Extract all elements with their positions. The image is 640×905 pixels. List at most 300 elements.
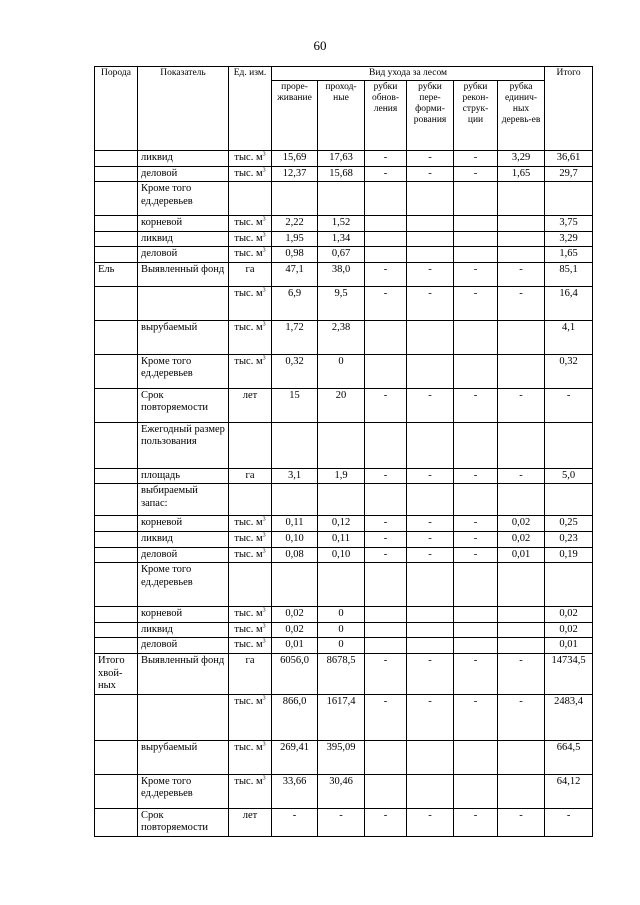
unit-superscript: 3 bbox=[262, 151, 266, 158]
cell-value: 12,37 bbox=[272, 166, 318, 182]
cell-value: - bbox=[498, 654, 545, 695]
cell-indicator: Кроме того ед.деревьев bbox=[138, 354, 229, 388]
cell-indicator: вырубаемый bbox=[138, 320, 229, 354]
cell-indicator: ликвид bbox=[138, 622, 229, 638]
cell-value bbox=[454, 740, 498, 774]
cell-unit bbox=[229, 166, 272, 182]
cell-value bbox=[454, 422, 498, 468]
cell-value: - bbox=[365, 516, 407, 532]
cell-value: - bbox=[318, 808, 365, 836]
table-row bbox=[95, 262, 593, 286]
cell-value bbox=[407, 563, 454, 607]
cell-unit bbox=[229, 563, 272, 607]
unit-text: тыс. м bbox=[234, 167, 263, 179]
cell-value bbox=[498, 638, 545, 654]
cell-value: 15 bbox=[272, 388, 318, 422]
cell-value: - bbox=[407, 166, 454, 182]
unit-text: тыс. м bbox=[234, 775, 263, 787]
cell-value: 0,02 bbox=[498, 532, 545, 548]
cell-value: 0 bbox=[318, 638, 365, 654]
cell-indicator: Срок повторяемости bbox=[138, 808, 229, 836]
header-col-reconstruction: рубки рекон-струк-ции bbox=[454, 80, 498, 150]
cell-value: 0,10 bbox=[272, 532, 318, 548]
cell-value: 2,38 bbox=[318, 320, 365, 354]
cell-value bbox=[365, 638, 407, 654]
cell-value: - bbox=[365, 694, 407, 740]
cell-value bbox=[454, 774, 498, 808]
cell-value bbox=[498, 320, 545, 354]
unit-text: тыс. м bbox=[234, 287, 263, 299]
cell-value: 14734,5 bbox=[545, 654, 593, 695]
table-row bbox=[95, 607, 593, 623]
cell-indicator: корневой bbox=[138, 607, 229, 623]
cell-value bbox=[498, 622, 545, 638]
unit-text: тыс. м bbox=[234, 355, 263, 367]
cell-breed bbox=[95, 247, 138, 263]
cell-value: - bbox=[454, 808, 498, 836]
unit-superscript: 3 bbox=[262, 623, 266, 630]
cell-value: - bbox=[365, 532, 407, 548]
unit-superscript: 3 bbox=[262, 548, 266, 555]
cell-breed: Итого хвой-ных bbox=[95, 654, 138, 695]
cell-unit bbox=[229, 484, 272, 516]
unit-text: тыс. м bbox=[234, 217, 263, 229]
cell-value: 15,69 bbox=[272, 150, 318, 166]
cell-value: 9,5 bbox=[318, 286, 365, 320]
cell-value: 0,02 bbox=[498, 516, 545, 532]
cell-value: - bbox=[498, 468, 545, 484]
unit-superscript: 3 bbox=[262, 321, 266, 328]
cell-value: 0,02 bbox=[545, 622, 593, 638]
cell-value: 1,72 bbox=[272, 320, 318, 354]
cell-value: - bbox=[407, 547, 454, 563]
cell-value: 1,34 bbox=[318, 231, 365, 247]
cell-value: - bbox=[498, 808, 545, 836]
cell-unit bbox=[229, 638, 272, 654]
cell-value bbox=[407, 638, 454, 654]
cell-value bbox=[498, 422, 545, 468]
table-row bbox=[95, 166, 593, 182]
unit-text: тыс. м bbox=[234, 151, 263, 163]
cell-value bbox=[318, 484, 365, 516]
cell-value: 0,12 bbox=[318, 516, 365, 532]
cell-value: 395,09 bbox=[318, 740, 365, 774]
cell-value bbox=[407, 422, 454, 468]
cell-value bbox=[454, 607, 498, 623]
cell-value: 16,4 bbox=[545, 286, 593, 320]
cell-value: - bbox=[498, 388, 545, 422]
cell-value: 0,02 bbox=[272, 607, 318, 623]
header-col-single-trees: рубка единич-ных деревь-ев bbox=[498, 80, 545, 150]
unit-text: тыс. м bbox=[234, 533, 263, 545]
cell-breed bbox=[95, 286, 138, 320]
cell-value: 0,02 bbox=[545, 607, 593, 623]
unit-superscript: 3 bbox=[262, 516, 266, 523]
table-row bbox=[95, 216, 593, 232]
header-care-type: Вид ухода за лесом bbox=[272, 67, 545, 81]
cell-value bbox=[318, 182, 365, 216]
table-row bbox=[95, 622, 593, 638]
cell-value bbox=[272, 182, 318, 216]
header-col-renewal: рубки обнов-ления bbox=[365, 80, 407, 150]
unit-superscript: 3 bbox=[262, 695, 266, 702]
cell-value: - bbox=[498, 262, 545, 286]
cell-value bbox=[365, 320, 407, 354]
table-row bbox=[95, 694, 593, 740]
cell-value bbox=[407, 484, 454, 516]
unit-text: тыс. м bbox=[234, 639, 263, 651]
cell-indicator: Ежегодный размер пользования bbox=[138, 422, 229, 468]
cell-value bbox=[365, 247, 407, 263]
cell-value: 0,02 bbox=[272, 622, 318, 638]
table-row bbox=[95, 182, 593, 216]
cell-breed bbox=[95, 516, 138, 532]
cell-unit bbox=[229, 247, 272, 263]
cell-value bbox=[498, 216, 545, 232]
cell-indicator bbox=[138, 286, 229, 320]
cell-value: - bbox=[407, 150, 454, 166]
forest-care-table bbox=[94, 66, 593, 837]
cell-breed bbox=[95, 216, 138, 232]
cell-value: 33,66 bbox=[272, 774, 318, 808]
cell-value: 3,75 bbox=[545, 216, 593, 232]
cell-value: - bbox=[365, 286, 407, 320]
cell-value bbox=[498, 247, 545, 263]
cell-value bbox=[498, 563, 545, 607]
cell-unit bbox=[229, 354, 272, 388]
cell-value bbox=[454, 622, 498, 638]
table-row bbox=[95, 150, 593, 166]
cell-unit bbox=[229, 150, 272, 166]
cell-value bbox=[454, 231, 498, 247]
cell-value: - bbox=[407, 808, 454, 836]
cell-indicator: Кроме того ед.деревьев bbox=[138, 563, 229, 607]
cell-value: 0,11 bbox=[272, 516, 318, 532]
cell-value: 1617,4 bbox=[318, 694, 365, 740]
cell-value: 29,7 bbox=[545, 166, 593, 182]
cell-value bbox=[272, 422, 318, 468]
cell-value bbox=[454, 563, 498, 607]
header-indicator: Показатель bbox=[138, 67, 229, 151]
cell-value bbox=[545, 484, 593, 516]
cell-value: 15,68 bbox=[318, 166, 365, 182]
cell-value bbox=[272, 484, 318, 516]
cell-value: 30,46 bbox=[318, 774, 365, 808]
cell-value: 0,01 bbox=[272, 638, 318, 654]
cell-breed bbox=[95, 320, 138, 354]
unit-superscript: 3 bbox=[262, 607, 266, 614]
cell-value: - bbox=[454, 468, 498, 484]
cell-value bbox=[365, 422, 407, 468]
cell-value bbox=[407, 231, 454, 247]
cell-breed bbox=[95, 638, 138, 654]
cell-value bbox=[454, 638, 498, 654]
unit-text: тыс. м bbox=[234, 232, 263, 244]
table-row bbox=[95, 468, 593, 484]
cell-value: - bbox=[454, 286, 498, 320]
cell-unit bbox=[229, 516, 272, 532]
cell-value: - bbox=[454, 388, 498, 422]
cell-value: 0 bbox=[318, 607, 365, 623]
cell-value: - bbox=[454, 532, 498, 548]
unit-superscript: 3 bbox=[262, 532, 266, 539]
cell-value: - bbox=[407, 388, 454, 422]
unit-text: тыс. м bbox=[234, 517, 263, 529]
cell-value: 0,11 bbox=[318, 532, 365, 548]
cell-value: 1,95 bbox=[272, 231, 318, 247]
cell-value: - bbox=[365, 654, 407, 695]
cell-value: 8678,5 bbox=[318, 654, 365, 695]
page-number: 60 bbox=[313, 38, 327, 53]
cell-value bbox=[545, 422, 593, 468]
cell-unit bbox=[229, 607, 272, 623]
cell-value: 6,9 bbox=[272, 286, 318, 320]
cell-value bbox=[407, 216, 454, 232]
cell-value: 0,01 bbox=[545, 638, 593, 654]
cell-breed bbox=[95, 547, 138, 563]
table-row bbox=[95, 286, 593, 320]
cell-value bbox=[498, 740, 545, 774]
cell-unit bbox=[229, 774, 272, 808]
cell-value bbox=[407, 774, 454, 808]
header-col-passing: проход-ные bbox=[318, 80, 365, 150]
cell-value: 17,63 bbox=[318, 150, 365, 166]
cell-value: 0,25 bbox=[545, 516, 593, 532]
cell-value: 36,61 bbox=[545, 150, 593, 166]
cell-value bbox=[365, 774, 407, 808]
cell-indicator: корневой bbox=[138, 516, 229, 532]
cell-value: - bbox=[407, 286, 454, 320]
header-col-thinning: проре-живание bbox=[272, 80, 318, 150]
header-total: Итого bbox=[545, 67, 593, 151]
unit-superscript: 3 bbox=[262, 741, 266, 748]
table-row bbox=[95, 654, 593, 695]
table-row bbox=[95, 422, 593, 468]
cell-value: - bbox=[365, 808, 407, 836]
cell-value bbox=[318, 563, 365, 607]
unit-text: тыс. м bbox=[234, 608, 263, 620]
cell-indicator: ликвид bbox=[138, 231, 229, 247]
cell-value: - bbox=[545, 388, 593, 422]
header-unit: Ед. изм. bbox=[229, 67, 272, 151]
cell-value bbox=[407, 182, 454, 216]
cell-value bbox=[407, 607, 454, 623]
unit-text: тыс. м bbox=[234, 623, 263, 635]
cell-value bbox=[365, 216, 407, 232]
cell-value bbox=[498, 354, 545, 388]
cell-value: 1,52 bbox=[318, 216, 365, 232]
cell-breed bbox=[95, 388, 138, 422]
cell-unit bbox=[229, 694, 272, 740]
cell-value bbox=[365, 607, 407, 623]
cell-value: 0 bbox=[318, 622, 365, 638]
cell-value bbox=[454, 320, 498, 354]
cell-value: - bbox=[365, 150, 407, 166]
cell-value bbox=[365, 622, 407, 638]
cell-value bbox=[545, 563, 593, 607]
cell-value: - bbox=[545, 808, 593, 836]
cell-value bbox=[498, 774, 545, 808]
cell-value: 0,32 bbox=[545, 354, 593, 388]
cell-unit: лет bbox=[229, 388, 272, 422]
table-row bbox=[95, 231, 593, 247]
cell-value: - bbox=[454, 654, 498, 695]
cell-indicator: Выявленный фонд bbox=[138, 654, 229, 695]
cell-value: - bbox=[365, 262, 407, 286]
cell-breed bbox=[95, 182, 138, 216]
cell-indicator: корневой bbox=[138, 216, 229, 232]
cell-breed bbox=[95, 694, 138, 740]
cell-unit: га bbox=[229, 654, 272, 695]
cell-indicator: деловой bbox=[138, 638, 229, 654]
cell-value: 3,1 bbox=[272, 468, 318, 484]
unit-text: тыс. м bbox=[234, 741, 263, 753]
cell-value: - bbox=[454, 166, 498, 182]
unit-superscript: 3 bbox=[262, 638, 266, 645]
cell-value: - bbox=[407, 654, 454, 695]
cell-value: 1,9 bbox=[318, 468, 365, 484]
unit-superscript: 3 bbox=[262, 247, 266, 254]
cell-unit: га bbox=[229, 468, 272, 484]
cell-unit bbox=[229, 286, 272, 320]
cell-breed bbox=[95, 607, 138, 623]
cell-indicator: ликвид bbox=[138, 532, 229, 548]
cell-breed bbox=[95, 563, 138, 607]
cell-value: 3,29 bbox=[545, 231, 593, 247]
cell-value: 0,67 bbox=[318, 247, 365, 263]
cell-value: 47,1 bbox=[272, 262, 318, 286]
cell-indicator: деловой bbox=[138, 166, 229, 182]
cell-value: 3,29 bbox=[498, 150, 545, 166]
cell-value: 1,65 bbox=[545, 247, 593, 263]
cell-value: - bbox=[407, 468, 454, 484]
cell-unit bbox=[229, 231, 272, 247]
cell-breed bbox=[95, 808, 138, 836]
cell-value bbox=[407, 354, 454, 388]
header-row-1 bbox=[95, 67, 593, 81]
unit-superscript: 3 bbox=[262, 167, 266, 174]
cell-value bbox=[407, 320, 454, 354]
cell-breed bbox=[95, 774, 138, 808]
cell-breed bbox=[95, 150, 138, 166]
cell-value: - bbox=[407, 694, 454, 740]
unit-superscript: 3 bbox=[262, 232, 266, 239]
cell-value bbox=[454, 216, 498, 232]
cell-value: - bbox=[454, 547, 498, 563]
cell-unit bbox=[229, 622, 272, 638]
cell-breed bbox=[95, 422, 138, 468]
cell-value bbox=[407, 247, 454, 263]
cell-value: 64,12 bbox=[545, 774, 593, 808]
table-row bbox=[95, 320, 593, 354]
cell-value: - bbox=[407, 516, 454, 532]
cell-value bbox=[365, 740, 407, 774]
cell-unit: лет bbox=[229, 808, 272, 836]
header-breed: Порода bbox=[95, 67, 138, 151]
table-row bbox=[95, 740, 593, 774]
cell-indicator: Срок повторяемости bbox=[138, 388, 229, 422]
table-row bbox=[95, 516, 593, 532]
cell-value: 0,19 bbox=[545, 547, 593, 563]
cell-value: - bbox=[365, 547, 407, 563]
cell-value bbox=[498, 182, 545, 216]
table-row bbox=[95, 532, 593, 548]
cell-breed bbox=[95, 354, 138, 388]
cell-unit bbox=[229, 547, 272, 563]
cell-breed bbox=[95, 740, 138, 774]
table-row bbox=[95, 247, 593, 263]
cell-value bbox=[545, 182, 593, 216]
cell-value: - bbox=[454, 516, 498, 532]
table-row bbox=[95, 388, 593, 422]
cell-value: 866,0 bbox=[272, 694, 318, 740]
cell-unit bbox=[229, 182, 272, 216]
cell-value: 0,23 bbox=[545, 532, 593, 548]
cell-unit bbox=[229, 532, 272, 548]
cell-indicator: деловой bbox=[138, 247, 229, 263]
cell-value bbox=[454, 354, 498, 388]
cell-indicator: ликвид bbox=[138, 150, 229, 166]
cell-value: - bbox=[498, 286, 545, 320]
table-row bbox=[95, 547, 593, 563]
unit-superscript: 3 bbox=[262, 216, 266, 223]
header-col-reformation: рубки пере-форми-рования bbox=[407, 80, 454, 150]
cell-indicator bbox=[138, 694, 229, 740]
table-row bbox=[95, 808, 593, 836]
cell-unit bbox=[229, 320, 272, 354]
cell-value: - bbox=[365, 388, 407, 422]
table-row bbox=[95, 774, 593, 808]
cell-value bbox=[365, 354, 407, 388]
cell-value: 0,98 bbox=[272, 247, 318, 263]
cell-value bbox=[407, 740, 454, 774]
cell-value: 0,32 bbox=[272, 354, 318, 388]
cell-value: 20 bbox=[318, 388, 365, 422]
cell-breed bbox=[95, 166, 138, 182]
cell-value bbox=[272, 563, 318, 607]
cell-value: - bbox=[272, 808, 318, 836]
cell-value: 2,22 bbox=[272, 216, 318, 232]
cell-breed bbox=[95, 484, 138, 516]
cell-value: 2483,4 bbox=[545, 694, 593, 740]
cell-value: 0 bbox=[318, 354, 365, 388]
cell-value bbox=[365, 231, 407, 247]
table-row bbox=[95, 484, 593, 516]
cell-unit bbox=[229, 216, 272, 232]
cell-value: 4,1 bbox=[545, 320, 593, 354]
unit-superscript: 3 bbox=[262, 287, 266, 294]
cell-value bbox=[498, 231, 545, 247]
cell-unit bbox=[229, 740, 272, 774]
cell-value: 5,0 bbox=[545, 468, 593, 484]
cell-value: 0,01 bbox=[498, 547, 545, 563]
cell-indicator: площадь bbox=[138, 468, 229, 484]
unit-text: тыс. м bbox=[234, 695, 263, 707]
cell-value bbox=[365, 484, 407, 516]
cell-indicator: Кроме того ед.деревьев bbox=[138, 774, 229, 808]
cell-value: 85,1 bbox=[545, 262, 593, 286]
cell-value: 269,41 bbox=[272, 740, 318, 774]
cell-indicator: выбираемый запас: bbox=[138, 484, 229, 516]
cell-value bbox=[498, 607, 545, 623]
cell-indicator: вырубаемый bbox=[138, 740, 229, 774]
cell-value bbox=[454, 484, 498, 516]
cell-indicator: Кроме того ед.деревьев bbox=[138, 182, 229, 216]
cell-value: - bbox=[454, 694, 498, 740]
cell-value bbox=[407, 622, 454, 638]
cell-unit bbox=[229, 422, 272, 468]
cell-value: - bbox=[498, 694, 545, 740]
